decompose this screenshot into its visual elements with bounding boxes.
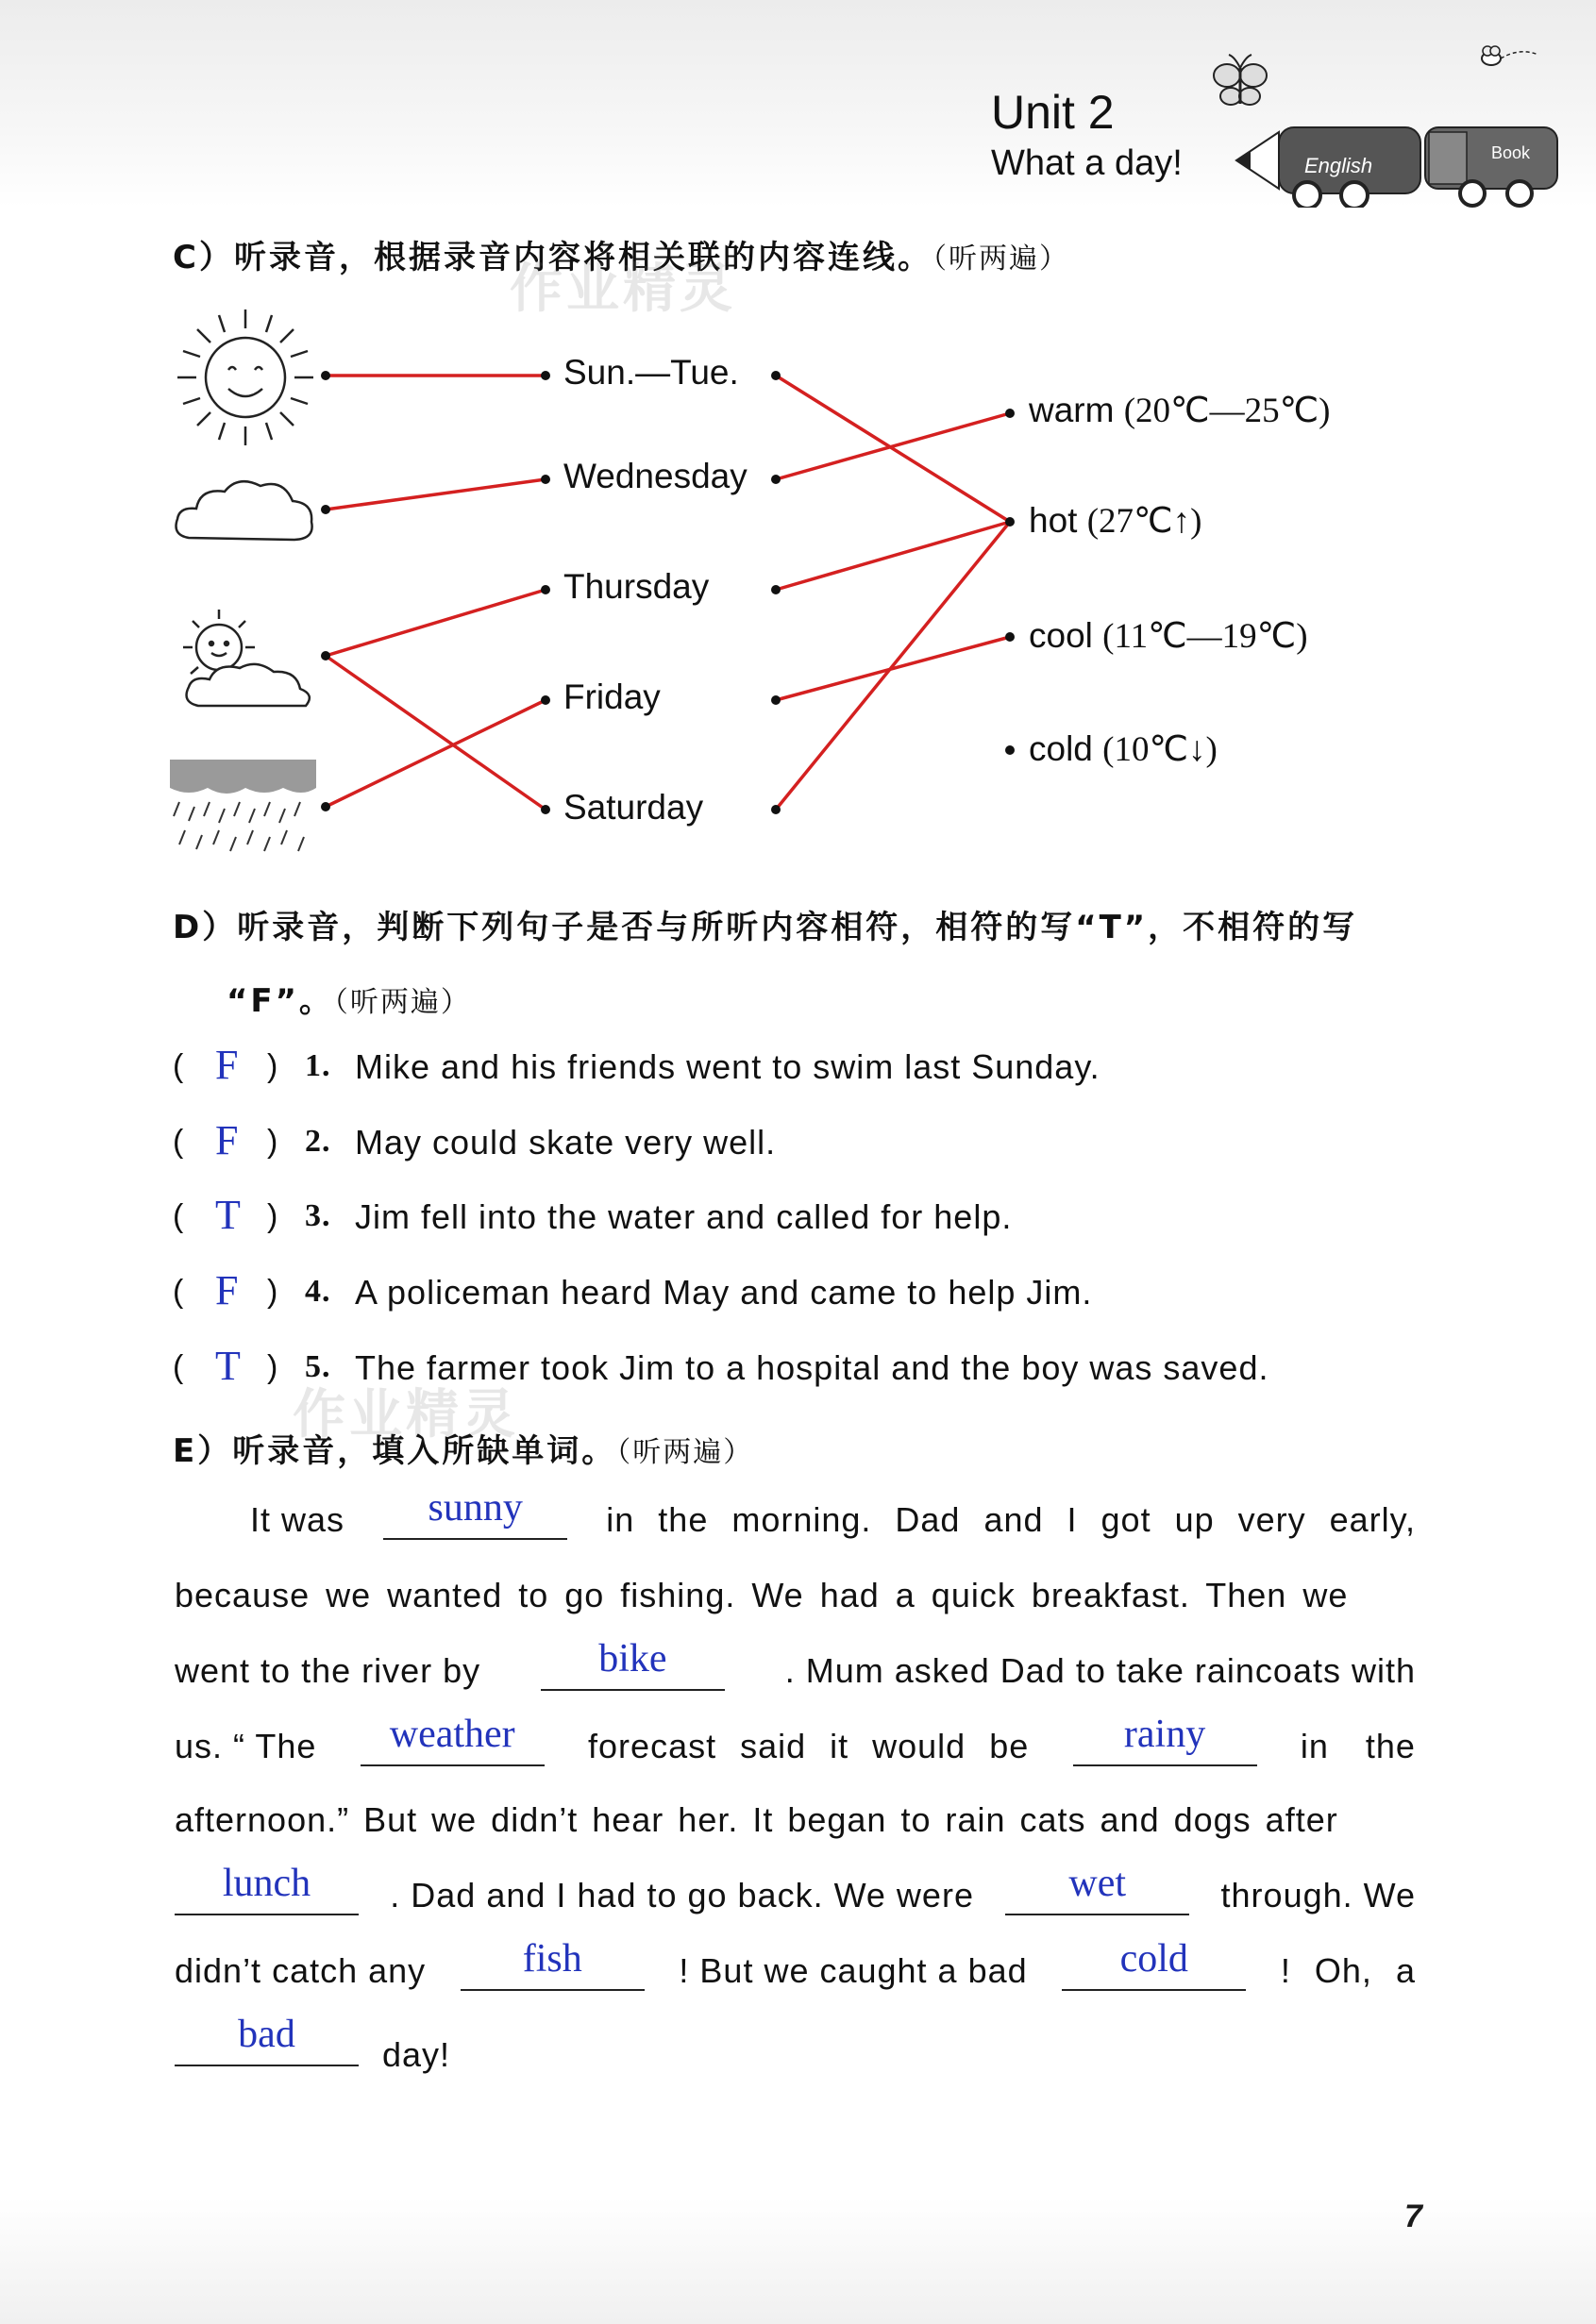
tf-statement: The farmer took Jim to a hospital and the boy was saved. [355,1348,1269,1387]
section-c-heading: C）听录音，根据录音内容将相关联的内容连线。 [173,239,932,276]
text-segment: didn’t catch any [175,1951,427,1990]
dot-day-2-right [771,475,781,484]
dot-cloud [321,505,330,514]
temp-range: (20℃—25℃) [1123,392,1331,430]
paragraph-line-8 [175,2013,1416,2075]
line-friday-cool [776,637,1010,700]
blank-9[interactable] [175,2013,359,2066]
tf-item-3 [173,1192,1428,1251]
line-thursday-hot [776,522,1010,590]
dot-day-1-left [541,371,550,380]
dot-sun [321,371,330,380]
tf-answer[interactable]: F [215,1267,240,1313]
dot-day-3-left [541,585,550,594]
watermark-2: 作业精灵 [293,1384,519,1446]
section-d-title: D）听录音，判断下列句子是否与所听内容相符，相符的写“T”，不相符的写 [173,909,1358,946]
blank-4[interactable] [1073,1713,1257,1766]
paragraph-line-7 [175,1937,1416,1991]
tf-number: 3. [305,1198,331,1233]
english-badge-text: English [1304,154,1373,177]
day-label-friday: Friday [563,677,661,716]
dot-rain [321,802,330,811]
blank-answer: lunch [222,1862,311,1905]
watermark: 作业精灵 [510,259,736,320]
open-bracket: ( [173,1198,185,1234]
unit-title: Unit 2 [991,86,1115,139]
paragraph-line-3 [175,1637,1416,1691]
paragraph-line-5: afternoon.” But we didn’t hear her. It began to rain cats and dogs after [175,1800,1338,1839]
line-suntue-hot [776,376,1010,522]
tf-statement: Jim fell into the water and called for help. [355,1197,1013,1236]
blank-2[interactable] [541,1637,725,1691]
tf-answer[interactable]: T [215,1192,242,1238]
open-bracket: ( [173,1349,185,1385]
dot-day-4-left [541,695,550,705]
blank-6[interactable] [1005,1862,1189,1915]
temp-cool [1029,615,1308,657]
dot-temp-1 [1005,409,1015,418]
blank-answer: sunny [428,1486,523,1530]
line-suncloud-saturday [326,656,546,810]
blank-1[interactable] [383,1486,567,1540]
tf-item-1 [173,1042,1428,1101]
section-d-title-cont [227,975,471,1021]
text-segment: went to the river by [175,1651,481,1690]
matching-lines [0,0,1596,896]
tf-number: 2. [305,1124,331,1159]
dot-day-4-right [771,695,781,705]
section-d-note: （听两遍） [333,986,471,1019]
paragraph-line-1 [175,1486,1416,1540]
section-c-note: （听两遍） [932,242,1069,276]
text-segment: forecast said it would be [588,1727,1030,1765]
temp-range: (27℃↑) [1086,502,1202,541]
day-label-sun-tue: Sun.—Tue. [563,353,739,392]
dot-day-3-right [771,585,781,594]
text-segment: through. We [1220,1876,1416,1914]
line-suncloud-thursday [326,590,546,656]
text-segment: It was [250,1500,345,1539]
tf-answer[interactable]: T [215,1343,242,1389]
dot-temp-2 [1005,517,1015,527]
temp-label: cool [1029,616,1093,655]
dot-suncloud [321,651,330,660]
blank-answer: bad [238,2013,295,2056]
tf-answer[interactable]: F [215,1117,240,1163]
day-label-saturday: Saturday [563,788,704,827]
dot-day-2-left [541,475,550,484]
text-segment: . Dad and I had to go back. We were [390,1876,974,1914]
dot-day-5-left [541,805,550,814]
text-segment: in the [1300,1727,1416,1765]
blank-answer: cold [1119,1937,1188,1981]
line-cloud-wednesday [326,479,546,510]
tf-statement: Mike and his friends went to swim last Sunday. [355,1047,1100,1086]
temp-label: cold [1029,729,1093,768]
blank-8[interactable] [1062,1937,1246,1991]
dot-temp-3 [1005,632,1015,642]
tf-number: 1. [305,1048,331,1083]
text-segment: ! But we caught a bad [679,1951,1028,1990]
tf-item-2 [173,1117,1428,1177]
paragraph-line-2: because we wanted to go fishing. We had a quick breakfast. Then we [175,1576,1349,1614]
dot-day-5-right [771,805,781,814]
tf-item-5 [173,1343,1428,1402]
section-d-heading-cont: “F”。 [227,982,334,1020]
temp-label: hot [1029,501,1078,540]
dot-temp-4 [1005,745,1015,755]
section-e-title [173,1425,753,1471]
blank-answer: fish [522,1937,582,1981]
temp-range: (11℃—19℃) [1102,617,1308,656]
tf-statement: A policeman heard May and came to help Jim. [355,1273,1093,1312]
text-segment: in the morning. Dad and I got up very early, [606,1500,1416,1539]
day-label-thursday: Thursday [563,567,710,606]
text-segment: us. “ The [175,1727,317,1765]
text-segment: . Mum asked Dad to take raincoats with [784,1651,1416,1690]
tf-number: 4. [305,1274,331,1309]
blank-answer: weather [389,1713,515,1756]
tf-number: 5. [305,1349,331,1384]
temp-hot [1029,500,1201,542]
close-bracket: ) [267,1274,279,1310]
close-bracket: ) [267,1124,279,1160]
line-saturday-hot [776,522,1010,810]
section-e-note: （听两遍） [616,1436,754,1469]
unit-subtitle: What a day! [991,143,1183,183]
tf-statement: May could skate very well. [355,1123,777,1162]
temp-range: (10℃↓) [1102,730,1218,769]
temp-label: warm [1029,391,1115,429]
blank-answer: rainy [1123,1713,1206,1756]
close-bracket: ) [267,1048,279,1084]
text-segment: day! [382,2035,451,2074]
day-label-wednesday: Wednesday [563,457,748,495]
temp-cold [1029,728,1218,770]
open-bracket: ( [173,1048,185,1084]
blank-5[interactable] [175,1862,359,1915]
open-bracket: ( [173,1124,185,1160]
section-e-heading: E）听录音，填入所缺单词。 [173,1432,617,1470]
open-bracket: ( [173,1274,185,1310]
close-bracket: ) [267,1198,279,1234]
temp-warm [1029,390,1330,431]
line-wednesday-warm [776,413,1010,479]
blank-answer: wet [1068,1862,1127,1905]
line-rain-friday [326,700,546,807]
tf-answer[interactable]: F [215,1042,240,1088]
paragraph-line-6 [175,1862,1416,1915]
dot-day-1-right [771,371,781,380]
text-segment: ! Oh, a [1280,1951,1416,1990]
page-number: 7 [1404,2199,1422,2234]
blank-answer: bike [598,1637,667,1680]
book-badge-text: Book [1491,143,1531,162]
paragraph-line-4 [175,1713,1416,1766]
blank-3[interactable] [361,1713,545,1766]
blank-7[interactable] [461,1937,645,1991]
close-bracket: ) [267,1349,279,1385]
tf-item-4 [173,1267,1428,1327]
